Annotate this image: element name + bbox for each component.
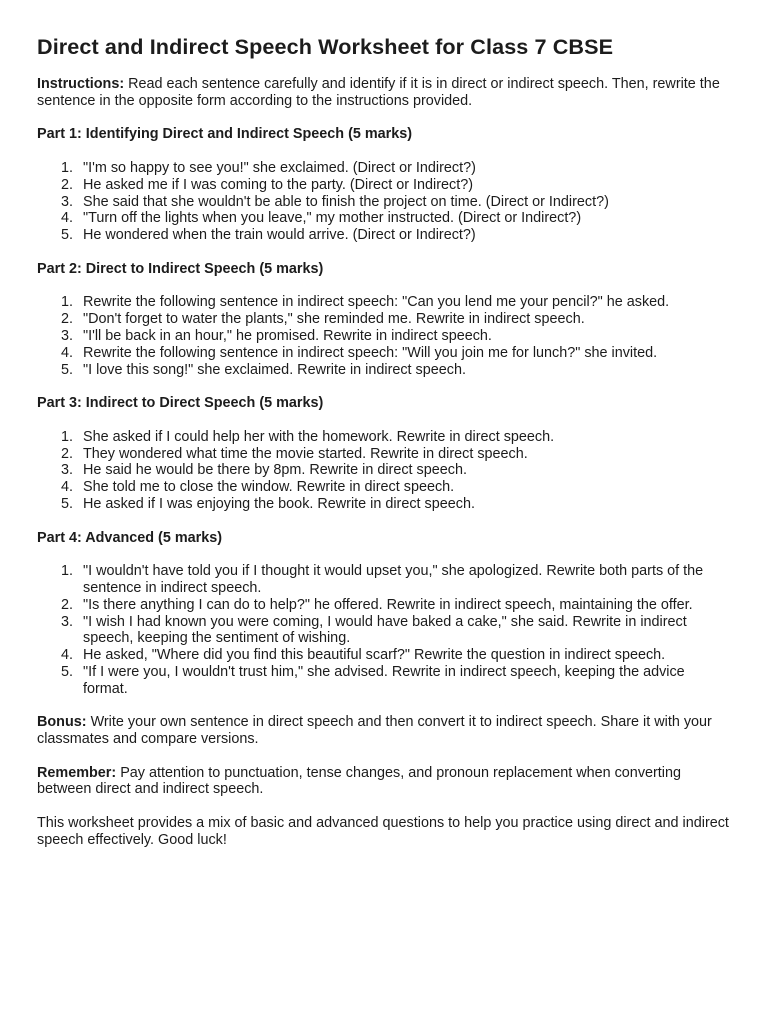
- list-item: 3. "I'll be back in an hour," he promised. Rewrite in indirect speech.: [60, 327, 492, 344]
- question-text: He asked, "Where did you find this beautiful scarf?" Rewrite the question in indirect speech.: [83, 647, 666, 664]
- question-text: "Is there anything I can do to help?" he offered. Rewrite in indirect speech, maintaining the offer.: [83, 596, 693, 613]
- instructions-paragraph: [37, 76, 730, 110]
- part-2-heading: Part 2: Direct to Indirect Speech (5 marks): [37, 260, 324, 277]
- part-4-section: [37, 530, 730, 698]
- list-item: 3. She said that she wouldn't be able to finish the project on time. (Direct or Indirect?): [60, 193, 609, 210]
- part-2-section: [37, 261, 730, 379]
- list-item: 2. He asked me if I was coming to the party. (Direct or Indirect?): [60, 176, 474, 193]
- list-item: 5. He asked if I was enjoying the book. Rewrite in direct speech.: [60, 495, 475, 512]
- remember-paragraph: [37, 765, 730, 799]
- part-1-heading: Part 1: Identifying Direct and Indirect Speech (5 marks): [37, 126, 413, 143]
- list-item: 3. He said he would be there by 8pm. Rewrite in direct speech.: [60, 462, 467, 479]
- page-title: Direct and Indirect Speech Worksheet for Class 7 CBSE: [37, 34, 614, 59]
- list-item: 1. "I wouldn't have told you if I thought it would upset you," she apologized. Rewrite both parts of the sentence in indirect speech.: [60, 563, 704, 596]
- list-item: 5. "If I were you, I wouldn't trust him," she advised. Rewrite in indirect speech, keeping the advice format.: [60, 663, 685, 697]
- part-3-section: [37, 395, 730, 513]
- list-item: 4. "Turn off the lights when you leave," my mother instructed. (Direct or Indirect?): [60, 210, 582, 227]
- question-text: He asked me if I was coming to the party. (Direct or Indirect?): [83, 176, 474, 193]
- question-text: She asked if I could help her with the homework. Rewrite in direct speech.: [83, 428, 555, 445]
- part-4-heading: Part 4: Advanced (5 marks): [37, 529, 223, 546]
- list-item: 4. She told me to close the window. Rewrite in direct speech.: [60, 479, 455, 496]
- question-text: She said that she wouldn't be able to finish the project on time. (Direct or Indirect?): [83, 193, 609, 210]
- question-text: "Turn off the lights when you leave," my mother instructed. (Direct or Indirect?): [83, 210, 582, 227]
- remember-label: Remember:: [37, 764, 117, 781]
- question-text: "I wish I had known you were coming, I would have baked a cake," she said. Rewrite in indirect speech, keeping the sentiment of wishing.: [83, 613, 687, 647]
- part-2-question-list: [37, 294, 730, 378]
- list-item: 3. "I wish I had known you were coming, I would have baked a cake," she said. Rewrite in indirect speech, keeping the sentiment of wishing.: [60, 613, 687, 647]
- list-item: 1. Rewrite the following sentence in indirect speech: "Can you lend me your pencil?" he asked.: [60, 294, 670, 311]
- list-item: 1. "I'm so happy to see you!" she exclaimed. (Direct or Indirect?): [60, 159, 476, 176]
- list-item: 2. "Is there anything I can do to help?" he offered. Rewrite in indirect speech, maintaining the offer.: [60, 596, 693, 613]
- question-text: "I love this song!" she exclaimed. Rewrite in indirect speech.: [83, 361, 466, 378]
- remember-text: Pay attention to punctuation, tense changes, and pronoun replacement when converting between direct and indirect speech.: [37, 764, 682, 798]
- question-text: "If I were you, I wouldn't trust him," she advised. Rewrite in indirect speech, keeping the advice format.: [83, 663, 685, 697]
- list-item: 2. They wondered what time the movie started. Rewrite in direct speech.: [60, 445, 528, 462]
- bonus-text: Write your own sentence in direct speech and then convert it to indirect speech. Share it with your classmates and compare versions.: [37, 714, 712, 748]
- bonus-paragraph: [37, 714, 730, 748]
- bonus-label: Bonus:: [37, 714, 87, 731]
- instructions-label: Instructions:: [37, 76, 125, 92]
- part-3-question-list: [37, 429, 730, 513]
- question-text: Rewrite the following sentence in indirect speech: "Will you join me for lunch?" she invited.: [83, 344, 658, 361]
- question-text: "Don't forget to water the plants," she reminded me. Rewrite in indirect speech.: [83, 311, 585, 328]
- question-text: "I'll be back in an hour," he promised. Rewrite in indirect speech.: [83, 327, 492, 344]
- question-text: He said he would be there by 8pm. Rewrite in direct speech.: [83, 462, 467, 479]
- list-item: 5. He wondered when the train would arrive. (Direct or Indirect?): [60, 227, 476, 244]
- part-1-question-list: [37, 160, 730, 244]
- list-item: 5. "I love this song!" she exclaimed. Rewrite in indirect speech.: [60, 361, 466, 378]
- question-text: Rewrite the following sentence in indirect speech: "Can you lend me your pencil?" he asked.: [83, 294, 670, 311]
- question-text: He asked if I was enjoying the book. Rewrite in direct speech.: [83, 495, 475, 512]
- list-item: 1. She asked if I could help her with the homework. Rewrite in direct speech.: [60, 428, 555, 445]
- question-text: They wondered what time the movie started. Rewrite in direct speech.: [83, 445, 528, 462]
- list-item: 2. "Don't forget to water the plants," she reminded me. Rewrite in indirect speech.: [60, 311, 585, 328]
- part-3-heading: Part 3: Indirect to Direct Speech (5 marks): [37, 395, 324, 412]
- question-text: She told me to close the window. Rewrite in direct speech.: [83, 479, 455, 496]
- part-4-question-list: [37, 563, 730, 697]
- instructions-text: Read each sentence carefully and identify if it is in direct or indirect speech. Then, rewrite the sentence in the opposite form according to the instructions provided.: [37, 76, 720, 109]
- part-1-section: [37, 126, 730, 244]
- closing-paragraph: This worksheet provides a mix of basic and advanced questions to help you practice using direct and indirect speech effectively. Good luck!: [37, 815, 729, 848]
- question-text: He wondered when the train would arrive. (Direct or Indirect?): [83, 227, 476, 244]
- question-text: "I wouldn't have told you if I thought it would upset you," she apologized. Rewrite both parts of the sentence in indirect speech.: [83, 563, 704, 596]
- question-text: "I'm so happy to see you!" she exclaimed. (Direct or Indirect?): [83, 159, 476, 176]
- list-item: 4. He asked, "Where did you find this beautiful scarf?" Rewrite the question in indirect speech.: [60, 647, 666, 664]
- list-item: 4. Rewrite the following sentence in indirect speech: "Will you join me for lunch?" she invited.: [60, 344, 658, 361]
